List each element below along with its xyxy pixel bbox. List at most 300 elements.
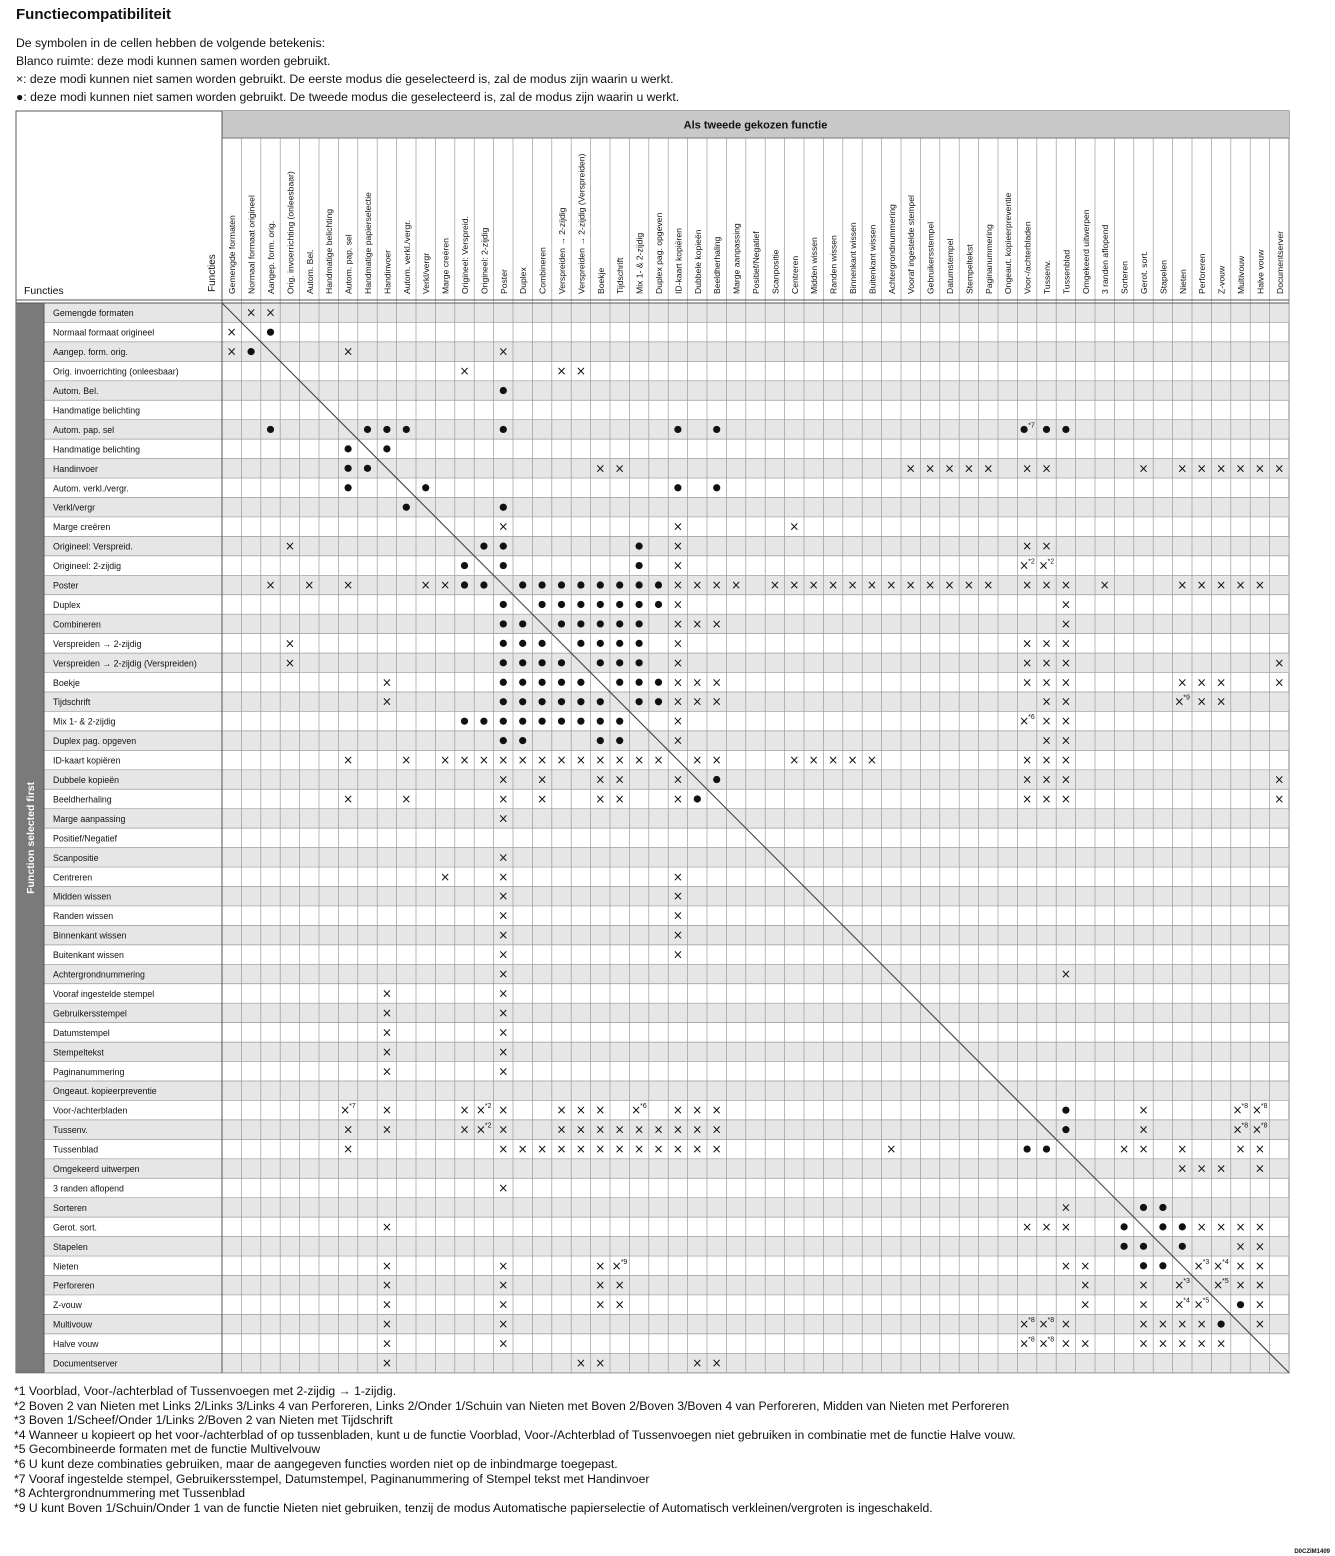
dot-mark [1140, 1243, 1147, 1250]
row-shade [44, 1120, 1289, 1139]
row-label: Origineel: 2-zijdig [53, 561, 121, 572]
cross-mark: × [1041, 636, 1052, 651]
cross-mark: × [537, 791, 548, 806]
cross-mark: × [672, 558, 683, 573]
cross-mark: × [595, 1122, 606, 1137]
column-header: Aangep. form. orig. [266, 220, 276, 294]
cross-mark: × [381, 1122, 392, 1137]
cross-mark: × [1235, 1239, 1246, 1254]
column-header: Halve vouw [1255, 249, 1266, 294]
column-header: Normaal formaat origineel [246, 195, 257, 294]
cross-mark: × [614, 1142, 625, 1157]
column-group-header: Als tweede gekozen functie [683, 119, 828, 132]
cross-mark: × [1022, 578, 1033, 593]
cross-mark: × [1254, 1219, 1265, 1234]
cross-mark: × [304, 578, 315, 593]
dot-mark [577, 620, 584, 627]
row-label: Handmatige belichting [53, 444, 141, 455]
cross-mark: × [1254, 461, 1265, 476]
cross-mark: × [1254, 1317, 1265, 1332]
footnote-ref: *8 [1241, 1122, 1249, 1130]
legend-intro: De symbolen in de cellen hebben de volgende betekenis: [16, 36, 325, 50]
row-label: Voor-/achterbladen [53, 1105, 128, 1116]
cross-mark: × [1274, 461, 1285, 476]
cross-mark: × [1060, 1258, 1071, 1273]
column-header: Duplex pag. opgeven [654, 212, 664, 294]
dot-mark [519, 581, 526, 588]
cross-mark: × [1196, 694, 1207, 709]
footnote-ref: *6 [640, 1103, 647, 1111]
row-shade [44, 614, 1289, 633]
cross-mark: × [808, 753, 819, 768]
page-title: Functiecompatibiliteit [16, 6, 172, 23]
column-header: Sorteren [1119, 261, 1130, 294]
cross-mark: × [1138, 461, 1149, 476]
row-shade [44, 1159, 1289, 1178]
cross-mark: × [711, 694, 722, 709]
cross-mark: × [1232, 1103, 1243, 1118]
cross-mark: × [711, 616, 722, 631]
footnote-ref: *2 [484, 1122, 492, 1130]
cross-mark: × [498, 1336, 509, 1351]
row-label: 3 randen aflopend [53, 1183, 124, 1194]
cross-mark: × [1060, 636, 1071, 651]
column-header: Stempeltekst [964, 244, 975, 294]
cross-mark: × [1041, 461, 1052, 476]
cross-mark: × [1216, 675, 1227, 690]
row-label: Gerot. sort. [53, 1222, 97, 1233]
cross-mark: × [1022, 655, 1033, 670]
cross-mark: × [1060, 772, 1071, 787]
cross-mark: × [672, 908, 683, 923]
dot-mark [403, 504, 410, 511]
dot-mark [713, 776, 720, 783]
cross-mark: × [1022, 791, 1033, 806]
footnote-ref: *5 [1222, 1278, 1229, 1286]
cross-mark: × [808, 578, 819, 593]
cross-mark: × [1196, 1161, 1207, 1176]
dot-mark [713, 484, 720, 491]
cross-mark: × [614, 1297, 625, 1312]
cross-mark: × [1060, 1317, 1071, 1332]
cross-mark: × [692, 616, 703, 631]
cross-mark: × [517, 1142, 528, 1157]
cross-mark: × [498, 967, 509, 982]
dot-mark [500, 504, 507, 511]
row-shade [44, 770, 1289, 789]
cross-mark: × [381, 1025, 392, 1040]
cross-mark: × [498, 850, 509, 865]
cross-mark: × [575, 1356, 586, 1371]
row-label: Ongeaut. kopieerpreventie [53, 1086, 157, 1097]
dot-mark [248, 348, 255, 355]
dot-mark [674, 484, 681, 491]
column-header: Documentserver [1274, 230, 1285, 294]
dot-mark [383, 445, 390, 452]
cross-mark: × [595, 772, 606, 787]
cross-mark: × [1060, 616, 1071, 631]
cross-mark: × [1138, 1103, 1149, 1118]
cross-mark: × [1060, 714, 1071, 729]
dot-mark [597, 659, 604, 666]
dot-mark [694, 795, 701, 802]
dot-mark [655, 698, 662, 705]
footnote-ref: *2 [1028, 558, 1035, 566]
cross-mark: × [265, 578, 276, 593]
cross-mark: × [1080, 1297, 1091, 1312]
cross-mark: × [1177, 1336, 1188, 1351]
cross-mark: × [1216, 1219, 1227, 1234]
cross-mark: × [1138, 1122, 1149, 1137]
cross-mark: × [498, 1103, 509, 1118]
cross-mark: × [1274, 791, 1285, 806]
row-label: Mix 1- & 2-zijdig [53, 716, 116, 727]
column-header: Boekje [595, 267, 606, 294]
column-header: Beeldherhaling [712, 236, 723, 294]
dot-mark [597, 620, 604, 627]
cross-mark: × [614, 461, 625, 476]
cross-mark: × [381, 1336, 392, 1351]
cross-mark: × [789, 753, 800, 768]
cross-mark: × [343, 578, 354, 593]
dot-mark [1062, 426, 1069, 433]
footnote-ref: *8 [1047, 1336, 1055, 1344]
cross-mark: × [459, 753, 470, 768]
row-label: Gebruikersstempel [53, 1008, 127, 1019]
dot-mark [383, 426, 390, 433]
cross-mark: × [1235, 1219, 1246, 1234]
column-header: Gerot. sort. [1139, 251, 1149, 294]
dot-mark [500, 659, 507, 666]
cross-mark: × [672, 947, 683, 962]
column-header: ID-kaart kopiëren [673, 228, 684, 294]
row-label: Handinvoer [53, 463, 98, 474]
footnote-ref: *7 [349, 1103, 356, 1111]
cross-mark: × [983, 578, 994, 593]
cross-mark: × [1060, 733, 1071, 748]
cross-mark: × [1080, 1336, 1091, 1351]
cross-mark: × [498, 947, 509, 962]
column-header: Multivouw [1236, 255, 1246, 294]
row-shade [44, 303, 1289, 322]
dot-mark [539, 601, 546, 608]
dot-mark [461, 562, 468, 569]
column-header: Mix 1- & 2-zijdig [634, 232, 645, 294]
cross-mark: × [1041, 733, 1052, 748]
column-header: Centreren [789, 255, 800, 294]
dot-mark [519, 737, 526, 744]
cross-mark: × [498, 1317, 509, 1332]
cross-mark: × [556, 1122, 567, 1137]
cross-mark: × [711, 578, 722, 593]
cross-mark: × [1041, 791, 1052, 806]
row-label: Dubbele kopieën [53, 775, 120, 786]
cross-mark: × [343, 1142, 354, 1157]
cross-mark: × [692, 1122, 703, 1137]
cross-mark: × [595, 461, 606, 476]
dot-mark [558, 698, 565, 705]
cross-mark: × [498, 753, 509, 768]
footnote-ref: *8 [1028, 1336, 1035, 1344]
row-label: Duplex pag. opgeven [53, 736, 137, 747]
cross-mark: × [1274, 772, 1285, 787]
cross-mark: × [1235, 461, 1246, 476]
cross-mark: × [1254, 1239, 1265, 1254]
cross-mark: × [1216, 578, 1227, 593]
cross-mark: × [634, 1142, 645, 1157]
dot-mark [616, 601, 623, 608]
row-label: Nieten [53, 1261, 79, 1272]
cross-mark: × [963, 461, 974, 476]
cross-mark: × [711, 1356, 722, 1371]
footnote-ref: *8 [1241, 1103, 1249, 1111]
footnote-4: *4 Wanneer u kopieert op het voor-/achterblad of op tussenbladen, kunt u de functie Voorblad, Voor-/Achterblad of Tussenvoegen niet gebruiken in combinatie met de functie Halve vouw. [14, 1427, 1016, 1442]
cross-mark: × [944, 461, 955, 476]
cross-mark: × [1235, 1258, 1246, 1273]
cross-mark: × [905, 578, 916, 593]
cross-mark: × [1019, 714, 1030, 729]
dot-mark [558, 601, 565, 608]
cross-mark: × [595, 1297, 606, 1312]
cross-mark: × [614, 772, 625, 787]
row-shade [44, 1314, 1289, 1333]
column-header: Nieten [1177, 269, 1188, 294]
row-label: Autom. verkl./vergr. [53, 483, 129, 494]
cross-mark: × [401, 753, 412, 768]
row-shade [44, 1081, 1289, 1100]
row-label: Scanpositie [53, 852, 99, 863]
footnote-ref: *3 [1202, 1258, 1210, 1266]
row-label: Normaal formaat origineel [53, 327, 155, 338]
cross-mark: × [1138, 1297, 1149, 1312]
cross-mark: × [1157, 1317, 1168, 1332]
dot-mark [616, 679, 623, 686]
cross-mark: × [381, 675, 392, 690]
column-header: Perforeren [1197, 253, 1208, 294]
cross-mark: × [498, 1258, 509, 1273]
cross-mark: × [1216, 694, 1227, 709]
cross-mark: × [653, 753, 664, 768]
dot-mark [558, 581, 565, 588]
dot-mark [500, 679, 507, 686]
dot-mark [616, 718, 623, 725]
cross-mark: × [381, 1064, 392, 1079]
dot-mark [616, 659, 623, 666]
footnote-ref: *4 [1183, 1297, 1190, 1305]
cross-mark: × [343, 753, 354, 768]
footnote-ref: *7 [1028, 422, 1035, 430]
cross-mark: × [1193, 1297, 1204, 1312]
cross-mark: × [1041, 655, 1052, 670]
dot-mark [403, 426, 410, 433]
dot-mark [1179, 1223, 1186, 1230]
cross-mark: × [672, 714, 683, 729]
cross-mark: × [498, 344, 509, 359]
cross-mark: × [1196, 675, 1207, 690]
column-header: Poster [498, 269, 509, 294]
cross-mark: × [1022, 1219, 1033, 1234]
footnote-ref: *6 [1028, 714, 1035, 722]
row-label: Poster [53, 580, 79, 591]
column-header: Dubbele kopieën [692, 229, 703, 294]
cross-mark: × [866, 578, 877, 593]
cross-mark: × [672, 1122, 683, 1137]
cross-mark: × [944, 578, 955, 593]
row-shade [44, 1003, 1289, 1022]
column-header: Achtergrondnummering [886, 204, 897, 294]
cross-mark: × [711, 675, 722, 690]
dot-mark [616, 737, 623, 744]
cross-mark: × [1254, 1142, 1265, 1157]
column-header: Verkl/vergr [421, 252, 432, 294]
cross-mark: × [866, 753, 877, 768]
cross-mark: × [1038, 1336, 1049, 1351]
dot-mark [558, 659, 565, 666]
cross-mark: × [692, 753, 703, 768]
cross-mark: × [1038, 558, 1049, 573]
cross-mark: × [498, 1044, 509, 1059]
cross-mark: × [459, 1103, 470, 1118]
row-shade [44, 381, 1289, 400]
cross-mark: × [459, 1122, 470, 1137]
column-header: Handinvoer [382, 250, 393, 294]
column-header: Tussenv. [1042, 260, 1052, 294]
cross-mark: × [556, 1142, 567, 1157]
cross-mark: × [440, 753, 451, 768]
row-label: Marge creëren [53, 522, 111, 533]
row-shade [44, 1198, 1289, 1217]
cross-mark: × [1177, 675, 1188, 690]
cross-mark: × [265, 305, 276, 320]
cross-mark: × [1060, 791, 1071, 806]
cross-mark: × [1060, 753, 1071, 768]
cross-mark: × [1019, 1336, 1030, 1351]
cross-mark: × [1022, 461, 1033, 476]
cross-mark: × [556, 364, 567, 379]
cross-mark: × [1196, 1336, 1207, 1351]
cross-mark: × [556, 1103, 567, 1118]
dot-mark [1140, 1204, 1147, 1211]
dot-mark [1043, 1145, 1050, 1152]
cross-mark: × [1251, 1122, 1262, 1137]
cross-mark: × [711, 1142, 722, 1157]
cross-mark: × [1041, 714, 1052, 729]
legend-cross: ×: deze modi kunnen niet samen worden gebruikt. De eerste modus die geselecteerd is, zal de modus zijn waarin u werkt. [16, 72, 674, 86]
cross-mark: × [595, 1258, 606, 1273]
dot-mark [636, 581, 643, 588]
row-label: Sorteren [53, 1202, 87, 1213]
cross-mark: × [381, 1278, 392, 1293]
row-label: Tussenblad [53, 1144, 99, 1155]
column-header: Midden wissen [809, 237, 820, 294]
dot-mark [616, 620, 623, 627]
dot-mark [364, 465, 371, 472]
dot-mark [713, 426, 720, 433]
cross-mark: × [595, 1356, 606, 1371]
cross-mark: × [1232, 1122, 1243, 1137]
column-header: Handmatige belichting [324, 208, 335, 294]
cross-mark: × [595, 791, 606, 806]
dot-mark [597, 718, 604, 725]
column-header: Autom. verkl./vergr. [401, 219, 412, 294]
cross-mark: × [828, 578, 839, 593]
row-label: Duplex [53, 599, 81, 610]
footnote-ref: *2 [484, 1103, 492, 1111]
cross-mark: × [1254, 1258, 1265, 1273]
column-header: Autom. pap. sel [343, 234, 354, 294]
cross-mark: × [672, 733, 683, 748]
cross-mark: × [1019, 558, 1030, 573]
cross-mark: × [711, 753, 722, 768]
dot-mark [636, 620, 643, 627]
cross-mark: × [731, 578, 742, 593]
footnote-ref: *9 [1183, 694, 1190, 702]
cross-mark: × [498, 889, 509, 904]
column-header: Paginanummering [983, 224, 994, 294]
footnote-ref: *8 [1047, 1317, 1055, 1325]
cross-mark: × [1060, 675, 1071, 690]
cross-mark: × [1138, 1336, 1149, 1351]
cross-mark: × [789, 519, 800, 534]
cross-mark: × [595, 1142, 606, 1157]
row-label: Centreren [53, 872, 93, 883]
cross-mark: × [381, 1356, 392, 1371]
dot-mark [597, 581, 604, 588]
dot-mark [539, 640, 546, 647]
cross-mark: × [1254, 1297, 1265, 1312]
cross-mark: × [440, 869, 451, 884]
cross-mark: × [226, 325, 237, 340]
row-label: Stempeltekst [53, 1047, 104, 1058]
cross-mark: × [1213, 1278, 1224, 1293]
dot-mark [1159, 1223, 1166, 1230]
cross-mark: × [1138, 1142, 1149, 1157]
column-header: Gebruikersstempel [925, 221, 936, 294]
row-label: Tussenv. [53, 1125, 88, 1136]
cross-mark: × [1060, 578, 1071, 593]
cross-mark: × [1196, 461, 1207, 476]
dot-mark [1062, 1107, 1069, 1114]
dot-mark [616, 640, 623, 647]
dot-mark [655, 679, 662, 686]
cross-mark: × [1177, 578, 1188, 593]
dot-mark [480, 581, 487, 588]
dot-mark [636, 659, 643, 666]
dot-mark [539, 698, 546, 705]
row-label: Verkl/vergr [53, 502, 96, 513]
cross-mark: × [1177, 1161, 1188, 1176]
row-label: Omgekeerd uitwerpen [53, 1164, 140, 1175]
cross-mark: × [1038, 1317, 1049, 1332]
cross-mark: × [1254, 1278, 1265, 1293]
dot-mark [636, 698, 643, 705]
row-label: Binnenkant wissen [53, 930, 127, 941]
dot-mark [1062, 1126, 1069, 1133]
row-shade [44, 848, 1289, 867]
column-header: Scanpositie [770, 249, 781, 294]
cross-mark: × [420, 578, 431, 593]
cross-mark: × [246, 305, 257, 320]
cross-mark: × [1119, 1142, 1130, 1157]
dot-mark [519, 718, 526, 725]
dot-mark [1121, 1243, 1128, 1250]
cross-mark: × [343, 344, 354, 359]
cross-mark: × [672, 889, 683, 904]
dot-mark [345, 465, 352, 472]
dot-mark [636, 679, 643, 686]
row-label: Stapelen [53, 1241, 88, 1252]
cross-mark: × [692, 1356, 703, 1371]
